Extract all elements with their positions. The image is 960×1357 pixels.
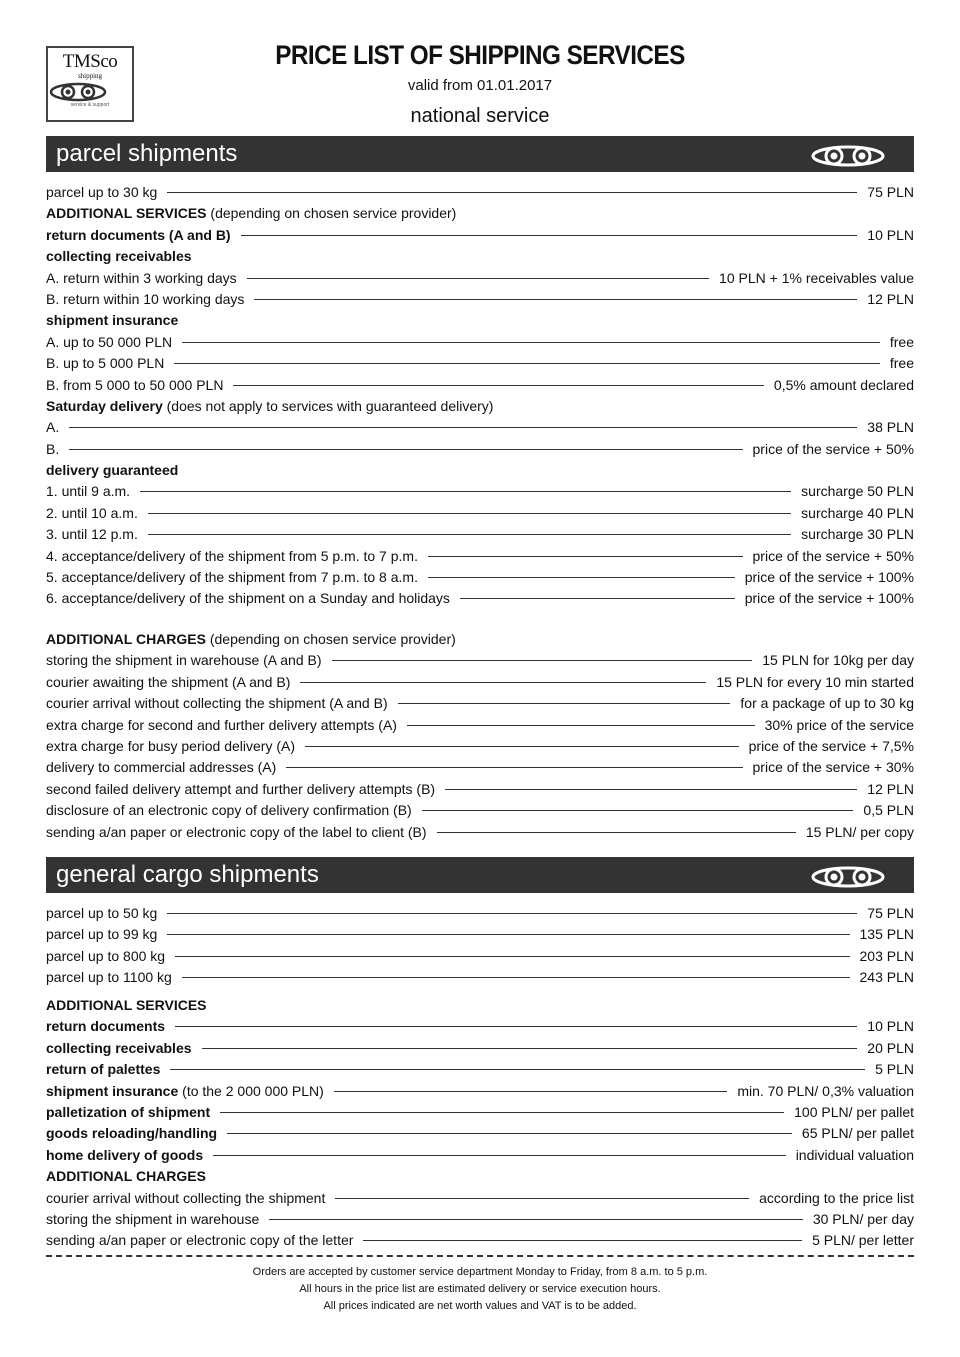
section-header-cargo xyxy=(46,857,914,893)
row-label xyxy=(46,248,192,264)
row-label-text: 5. acceptance/delivery of the shipment from 7 p.m. to 8 a.m. xyxy=(46,569,418,586)
leader-line xyxy=(69,427,857,428)
leader-line xyxy=(174,363,880,364)
row-label-text: disclosure of an electronic copy of delivery confirmation (B) xyxy=(46,802,412,819)
price-row xyxy=(46,505,914,526)
price-row xyxy=(46,652,914,673)
leader-line xyxy=(233,385,763,386)
row-price: 75 PLN xyxy=(867,184,914,200)
row-label-text: 2. until 10 a.m. xyxy=(46,504,138,521)
price-row xyxy=(46,248,914,269)
leader-line xyxy=(269,1219,803,1220)
row-price: free xyxy=(889,333,914,350)
row-price: for a package of up to 30 kg xyxy=(740,695,914,712)
price-row xyxy=(46,1061,914,1082)
leader-line xyxy=(167,913,857,914)
row-price: price of the service + 50% xyxy=(752,440,914,457)
row-label-bold: home delivery of goods xyxy=(46,1146,204,1163)
row-label xyxy=(46,312,178,328)
row-label xyxy=(46,291,244,307)
leader-line xyxy=(175,956,849,957)
price-row xyxy=(46,997,914,1018)
row-label-bold: palletization of shipment xyxy=(46,1103,211,1120)
row-label xyxy=(46,1040,192,1056)
row-price: according to the price list xyxy=(759,1189,914,1206)
row-label-text: B. up to 5 000 PLN xyxy=(46,355,165,372)
leader-line xyxy=(363,1240,802,1241)
row-label xyxy=(46,969,172,985)
price-row xyxy=(46,674,914,695)
row-label xyxy=(46,590,450,606)
leader-line xyxy=(398,703,731,704)
row-label xyxy=(46,631,456,647)
row-price: 15 PLN for 10kg per day xyxy=(762,652,914,669)
row-label-text: B. return within 10 working days xyxy=(46,290,245,307)
price-row xyxy=(46,377,914,398)
row-label xyxy=(46,462,178,478)
leader-line xyxy=(182,342,880,343)
leader-line xyxy=(148,534,791,535)
row-label xyxy=(46,905,157,921)
price-row xyxy=(46,948,914,969)
price-row xyxy=(46,926,914,947)
row-label-bold: ADDITIONAL SERVICES xyxy=(46,997,207,1013)
row-price: 100 PLN/ per pallet xyxy=(794,1103,914,1120)
row-label xyxy=(46,781,435,797)
leader-line xyxy=(167,192,857,193)
row-label-text: 1. until 9 a.m. xyxy=(46,483,131,500)
row-price: 65 PLN/ per pallet xyxy=(801,1125,914,1142)
row-label-text: parcel up to 50 kg xyxy=(46,905,158,921)
price-row xyxy=(46,1040,914,1061)
row-price: price of the service + 100% xyxy=(744,590,914,607)
leader-line xyxy=(460,598,735,599)
row-label xyxy=(46,419,59,435)
row-label xyxy=(46,802,412,818)
row-price: 203 PLN xyxy=(859,947,914,964)
row-label-bold: ADDITIONAL SERVICES xyxy=(46,205,207,222)
price-row xyxy=(46,569,914,590)
row-label xyxy=(46,1211,259,1227)
price-row xyxy=(46,441,914,462)
row-price: 75 PLN xyxy=(867,905,914,921)
row-label xyxy=(46,355,164,371)
leader-line xyxy=(428,556,743,557)
leader-line xyxy=(220,1112,784,1113)
price-row xyxy=(46,631,914,652)
leader-line xyxy=(167,934,849,935)
row-label-text: courier arrival without collecting the shipment (A and B) xyxy=(46,695,388,712)
row-label xyxy=(46,1125,217,1141)
row-label-bold: return documents (A and B) xyxy=(46,226,231,243)
row-price: price of the service + 100% xyxy=(744,569,914,586)
row-price: price of the service + 50% xyxy=(752,547,914,564)
parcel-price-list xyxy=(46,184,914,612)
row-price: 0,5% amount declared xyxy=(773,376,914,393)
leader-line xyxy=(69,449,742,450)
row-label-text: A. up to 50 000 PLN xyxy=(46,333,173,350)
row-label xyxy=(46,717,397,733)
row-label-text: parcel up to 1100 kg xyxy=(46,969,172,986)
leader-line xyxy=(182,977,850,978)
footer-note-1: Orders are accepted by customer service department Monday to Friday, from 8 a.m. to 5 p.m. xyxy=(252,1266,708,1278)
row-label xyxy=(46,377,223,393)
row-price: 30% price of the service xyxy=(764,716,914,733)
row-label xyxy=(46,270,237,286)
valid-date: valid from 01.01.2017 xyxy=(407,77,553,94)
row-label-text: sending a/an paper or electronic copy of the letter xyxy=(46,1232,354,1249)
row-label xyxy=(46,674,290,690)
leader-line xyxy=(247,278,709,279)
leader-line xyxy=(286,767,742,768)
row-label-text: (depending on chosen service provider) xyxy=(205,631,456,647)
row-price: price of the service + 7,5% xyxy=(748,737,914,754)
row-label-text: storing the shipment in warehouse xyxy=(46,1210,260,1227)
service-scope: national service xyxy=(410,105,550,127)
row-label xyxy=(46,1061,160,1077)
row-label-text: 3. until 12 p.m. xyxy=(46,526,138,543)
row-label xyxy=(46,997,207,1013)
price-row xyxy=(46,1104,914,1125)
section-header-parcel xyxy=(46,136,914,172)
price-row xyxy=(46,1018,914,1039)
price-row xyxy=(46,1168,914,1189)
row-price: surcharge 30 PLN xyxy=(801,526,914,543)
price-row xyxy=(46,184,914,205)
row-label-text: (depending on chosen service provider) xyxy=(206,205,457,222)
row-label-text: 4. acceptance/delivery of the shipment from 5 p.m. to 7 p.m. xyxy=(46,547,418,564)
price-row xyxy=(46,905,914,926)
price-row xyxy=(46,1125,914,1146)
leader-line xyxy=(241,235,858,236)
eyes-icon xyxy=(810,141,886,167)
eyes-icon xyxy=(810,862,886,888)
row-price: 0,5 PLN xyxy=(863,802,914,819)
row-label-text: extra charge for second and further delivery attempts (A) xyxy=(46,716,397,733)
row-label xyxy=(46,526,138,542)
row-price: price of the service + 30% xyxy=(752,759,914,776)
price-row xyxy=(46,759,914,780)
price-row xyxy=(46,1232,914,1253)
price-row xyxy=(46,483,914,504)
leader-line xyxy=(428,577,735,578)
price-row xyxy=(46,717,914,738)
row-price: 38 PLN xyxy=(867,419,914,436)
row-label xyxy=(46,1190,325,1206)
row-price: free xyxy=(889,355,914,372)
section-title: parcel shipments xyxy=(56,140,238,167)
leader-line xyxy=(254,299,857,300)
price-row xyxy=(46,802,914,823)
row-label-text: B. xyxy=(46,440,60,457)
price-row xyxy=(46,270,914,291)
row-price: 10 PLN + 1% receivables value xyxy=(719,269,914,286)
price-row xyxy=(46,334,914,355)
row-price: 12 PLN xyxy=(867,290,914,307)
price-row xyxy=(46,1190,914,1211)
price-row xyxy=(46,227,914,248)
price-row xyxy=(46,419,914,440)
row-label xyxy=(46,227,231,243)
row-label xyxy=(46,759,276,775)
row-label xyxy=(46,398,493,414)
row-label-text: sending a/an paper or electronic copy of the label to client (B) xyxy=(46,823,427,840)
price-row xyxy=(46,548,914,569)
row-label xyxy=(46,948,165,964)
price-row xyxy=(46,205,914,226)
leader-line xyxy=(175,1026,857,1027)
row-label-text: 6. acceptance/delivery of the shipment on a Sunday and holidays xyxy=(46,590,450,607)
row-label-bold: ADDITIONAL CHARGES xyxy=(46,631,206,647)
row-label-text: parcel up to 30 kg xyxy=(46,184,158,200)
leader-line xyxy=(202,1048,858,1049)
price-row xyxy=(46,355,914,376)
row-label-bold: delivery guaranteed xyxy=(46,462,179,479)
row-price: 20 PLN xyxy=(867,1039,914,1056)
leader-line xyxy=(213,1155,786,1156)
row-label-text: courier arrival without collecting the shipment xyxy=(46,1189,326,1206)
row-label xyxy=(46,569,418,585)
row-label xyxy=(46,1147,203,1163)
price-row xyxy=(46,824,914,845)
row-label xyxy=(46,441,59,457)
row-label xyxy=(46,334,172,350)
price-row xyxy=(46,462,914,483)
row-label-text: (to the 2 000 000 PLN) xyxy=(178,1082,324,1099)
row-label xyxy=(46,1018,165,1034)
leader-line xyxy=(148,513,791,514)
price-row xyxy=(46,312,914,333)
row-label-bold: Saturday delivery xyxy=(46,397,163,414)
divider xyxy=(46,1255,914,1257)
row-label-bold: goods reloading/handling xyxy=(46,1125,218,1142)
row-label-text: A. xyxy=(46,419,60,436)
row-label xyxy=(46,1232,353,1248)
row-label-bold: collecting receivables xyxy=(46,248,192,265)
logo-text: TMSco xyxy=(62,51,118,72)
row-label-bold: shipment insurance xyxy=(46,1082,179,1099)
leader-line xyxy=(332,660,753,661)
row-label xyxy=(46,1168,206,1184)
row-label-text: delivery to commercial addresses (A) xyxy=(46,759,277,776)
price-row xyxy=(46,398,914,419)
leader-line xyxy=(170,1069,865,1070)
row-label-text: parcel up to 99 kg xyxy=(46,926,158,943)
leader-line xyxy=(422,810,854,811)
row-label xyxy=(46,652,322,668)
row-label-text: extra charge for busy period delivery (A) xyxy=(46,737,295,754)
leader-line xyxy=(445,789,857,790)
row-price: 5 PLN xyxy=(875,1061,914,1078)
row-label-text: second failed delivery attempt and further delivery attempts (B) xyxy=(46,780,436,797)
price-row xyxy=(46,781,914,802)
price-row xyxy=(46,526,914,547)
logo-footer: service & support xyxy=(70,102,110,108)
row-price: surcharge 40 PLN xyxy=(801,504,914,521)
leader-line xyxy=(305,746,739,747)
price-row xyxy=(46,590,914,611)
row-price: 15 PLN/ per copy xyxy=(805,823,914,840)
row-price: 15 PLN for every 10 min started xyxy=(716,673,914,690)
row-label xyxy=(46,184,157,200)
footer-note-3: All prices indicated are net worth values and VAT is to be added. xyxy=(323,1300,637,1312)
row-label xyxy=(46,505,138,521)
row-label-bold: return of palettes xyxy=(46,1061,161,1078)
row-label-text: (does not apply to services with guaranteed delivery) xyxy=(162,397,494,414)
row-price: 135 PLN xyxy=(859,926,914,943)
row-label-text: A. return within 3 working days xyxy=(46,269,237,286)
row-label-bold: collecting receivables xyxy=(46,1039,192,1056)
row-label xyxy=(46,205,456,221)
row-price: min. 70 PLN/ 0,3% valuation xyxy=(737,1082,914,1099)
row-label-bold: return documents xyxy=(46,1018,166,1035)
row-label xyxy=(46,548,418,564)
section-title: general cargo shipments xyxy=(56,861,319,888)
logo-subtitle: shipping xyxy=(77,72,103,80)
row-label-bold: shipment insurance xyxy=(46,312,179,329)
price-row xyxy=(46,695,914,716)
row-price: 243 PLN xyxy=(859,969,914,986)
leader-line xyxy=(407,725,755,726)
leader-line xyxy=(227,1133,792,1134)
leader-line xyxy=(437,832,796,833)
row-label xyxy=(46,1104,210,1120)
cargo-additional-services xyxy=(46,997,914,1254)
leader-line xyxy=(334,1091,728,1092)
page-title: PRICE LIST OF SHIPPING SERVICES xyxy=(275,40,685,70)
row-price: 30 PLN/ per day xyxy=(812,1210,914,1227)
price-row xyxy=(46,1083,914,1104)
parcel-additional-charges xyxy=(46,631,914,845)
row-label xyxy=(46,1083,324,1099)
leader-line xyxy=(300,682,706,683)
row-label xyxy=(46,738,295,754)
row-price: 5 PLN/ per letter xyxy=(812,1232,914,1249)
row-price: 10 PLN xyxy=(867,226,914,243)
row-label-text: parcel up to 800 kg xyxy=(46,947,166,964)
row-label-bold: ADDITIONAL CHARGES xyxy=(46,1168,206,1185)
row-price: surcharge 50 PLN xyxy=(801,483,914,500)
footer-note-2: All hours in the price list are estimated delivery or service execution hours. xyxy=(299,1283,661,1295)
cargo-price-list xyxy=(46,905,914,991)
price-row xyxy=(46,738,914,759)
row-label-text: courier awaiting the shipment (A and B) xyxy=(46,673,291,690)
row-price: 12 PLN xyxy=(867,780,914,797)
leader-line xyxy=(140,491,791,492)
price-row xyxy=(46,291,914,312)
price-row xyxy=(46,1147,914,1168)
row-label-text: storing the shipment in warehouse (A and B) xyxy=(46,652,322,669)
row-label xyxy=(46,824,427,840)
row-label xyxy=(46,483,130,499)
row-label xyxy=(46,926,157,942)
price-row xyxy=(46,969,914,990)
leader-line xyxy=(335,1198,749,1199)
row-price: individual valuation xyxy=(795,1146,914,1163)
price-row xyxy=(46,1211,914,1232)
row-label-text: B. from 5 000 to 50 000 PLN xyxy=(46,376,224,393)
row-price: 10 PLN xyxy=(867,1018,914,1035)
row-label xyxy=(46,695,388,711)
